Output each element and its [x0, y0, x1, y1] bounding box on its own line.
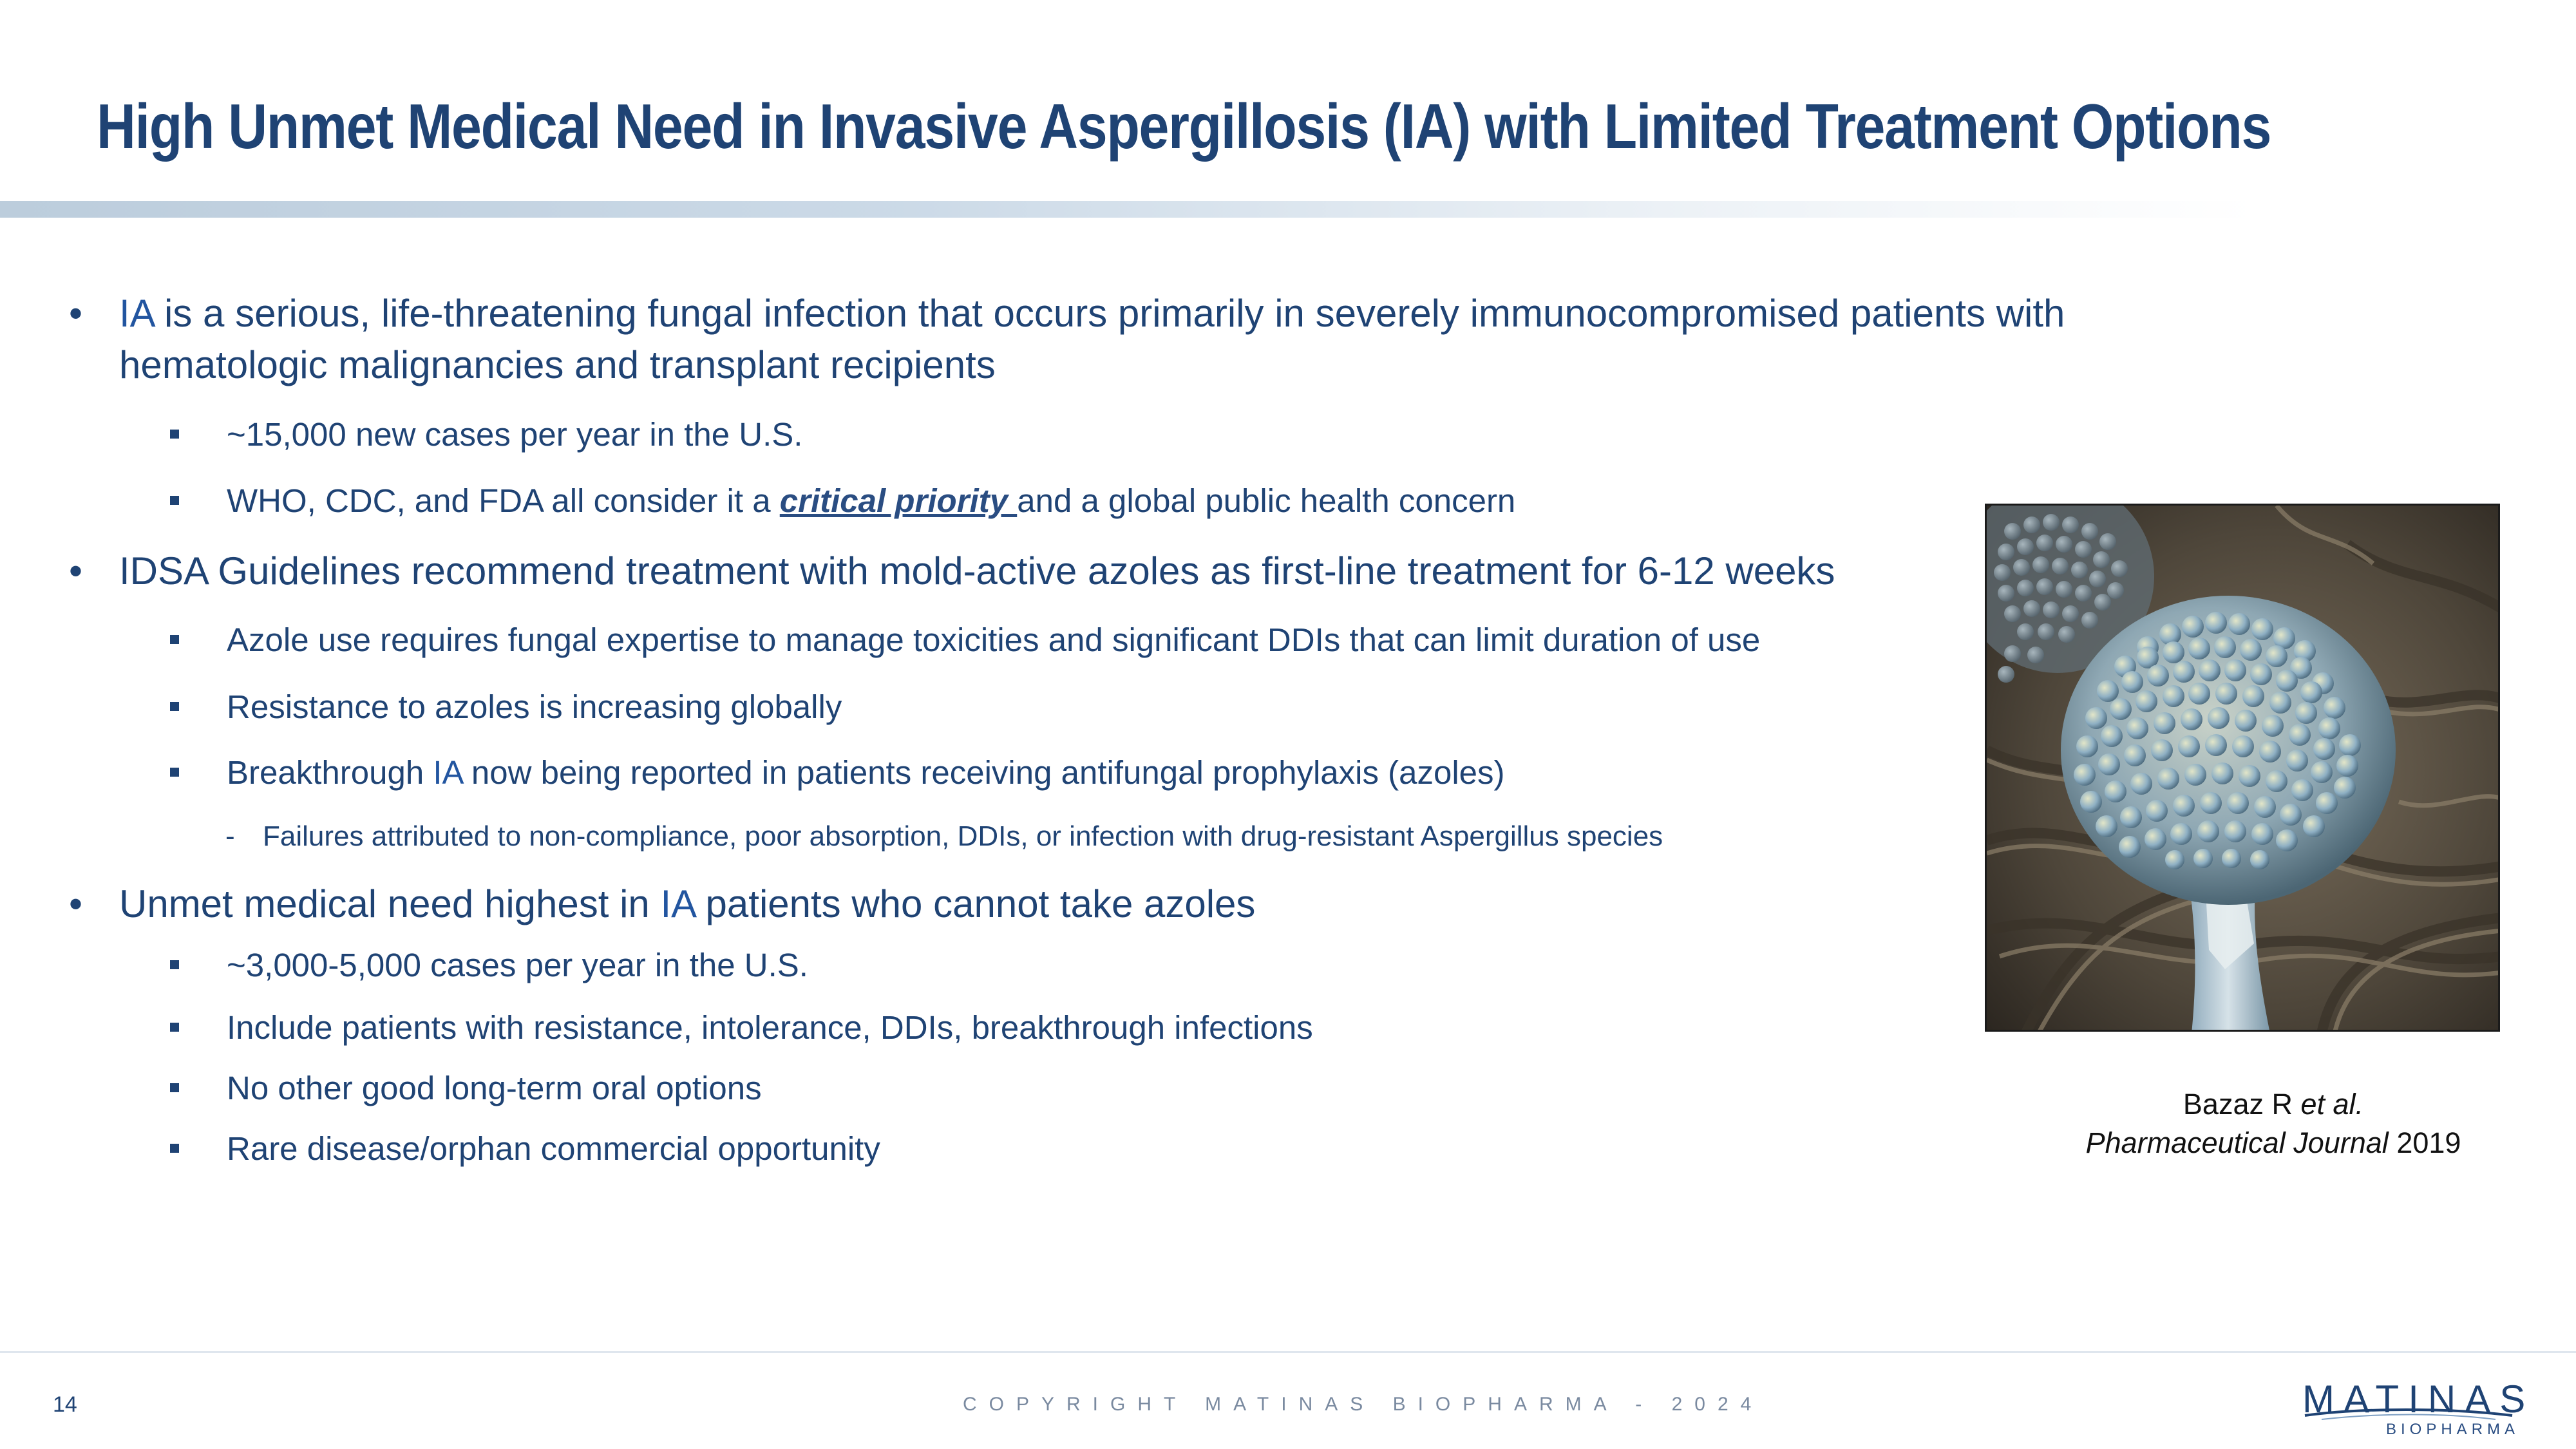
bullet-ia-definition — [69, 288, 2244, 391]
subbullet-azole-resistance — [227, 687, 842, 728]
matinas-logo — [2302, 1377, 2535, 1441]
subbullet-text: Include patients with resistance, intolerance, DDIs, breakthrough infections — [227, 1009, 1313, 1046]
subbullet-text: No other good long-term oral options — [227, 1070, 762, 1106]
copyright-notice: COPYRIGHT MATINAS BIOPHARMA - 2024 — [963, 1394, 1764, 1415]
aspergillus-micrograph-image — [1985, 504, 2500, 1032]
critical-priority-link[interactable]: critical priority — [779, 482, 1018, 519]
footer-divider — [0, 1351, 2576, 1353]
bullet-marker: • — [69, 882, 83, 925]
subbullet-text: ~15,000 new cases per year in the U.S. — [227, 416, 803, 453]
subbullet-marker — [170, 1083, 179, 1092]
logo-subtitle: BIOPHARMA — [2386, 1421, 2520, 1438]
bullet-text: Unmet medical need highest in — [119, 882, 661, 925]
subbullet-marker — [170, 960, 179, 969]
subbullet-text: Resistance to azoles is increasing globally — [227, 688, 842, 725]
subbullet-breakthrough-ia — [227, 752, 1505, 793]
logo-swoosh-icon — [2302, 1406, 2515, 1422]
subbullet-orphan-opportunity — [227, 1128, 880, 1170]
bullet-marker: • — [69, 549, 83, 592]
subbullet-azole-expertise — [227, 620, 1760, 661]
image-citation — [1990, 1085, 2557, 1162]
subbullet-marker — [170, 1023, 179, 1032]
ia-highlight: IA — [660, 882, 695, 925]
subbullet-critical-priority — [227, 480, 1515, 522]
subbullet-text: WHO, CDC, and FDA all consider it a — [227, 482, 780, 519]
subbullet-marker — [170, 702, 179, 711]
subbullet-text-end: and a global public health concern — [1017, 482, 1516, 519]
subbullet-case-count — [227, 945, 808, 986]
subsub-failures — [225, 819, 1663, 855]
subbullet-marker — [170, 430, 179, 439]
subbullet-marker — [170, 635, 179, 644]
subbullet-text: Rare disease/orphan commercial opportunity — [227, 1130, 880, 1167]
subbullet-include-patients — [227, 1007, 1313, 1048]
subbullet-no-oral-options — [227, 1068, 762, 1109]
subbullet-text: ~3,000-5,000 cases per year in the U.S. — [227, 947, 808, 983]
bullet-text: is a serious, life-threatening fungal infection that occurs primarily in severely immunocompromised patients with — [153, 292, 2065, 335]
subbullet-text-end: now being reported in patients receiving antifungal prophylaxis (azoles) — [462, 754, 1505, 791]
subbullet-new-cases — [227, 414, 802, 455]
dash-marker: - — [225, 820, 235, 852]
citation-journal: Pharmaceutical Journal 2019 — [2085, 1126, 2461, 1159]
page-number: 14 — [53, 1392, 77, 1417]
bullet-unmet-need — [69, 878, 1256, 930]
bullet-text-continued: hematologic malignancies and transplant recipients — [119, 343, 996, 386]
subbullet-text: Azole use requires fungal expertise to manage toxicities and significant DDIs that can limit duration of use — [227, 621, 1761, 658]
bullet-marker: • — [69, 292, 83, 335]
citation-authors: Bazaz R et al. — [2183, 1088, 2364, 1121]
bullet-text: IDSA Guidelines recommend treatment with mold-active azoles as first-line treatment for 6-12 weeks — [119, 549, 1835, 592]
subsub-text: Failures attributed to non-compliance, poor absorption, DDIs, or infection with drug-resistant Aspergillus species — [263, 820, 1663, 852]
subbullet-marker — [170, 1144, 179, 1153]
logo-wordmark: MATINAS — [2302, 1378, 2535, 1421]
subbullet-marker — [170, 768, 179, 777]
subbullet-text: Breakthrough — [227, 754, 433, 791]
ia-highlight: IA — [433, 754, 462, 791]
ia-highlight: IA — [119, 292, 154, 335]
slide-title: High Unmet Medical Need in Invasive Aspergillosis (IA) with Limited Treatment Options — [97, 91, 2271, 162]
bullet-idsa-guidelines — [69, 545, 1835, 597]
bullet-text-end: patients who cannot take azoles — [694, 882, 1256, 925]
subbullet-marker — [170, 496, 179, 505]
